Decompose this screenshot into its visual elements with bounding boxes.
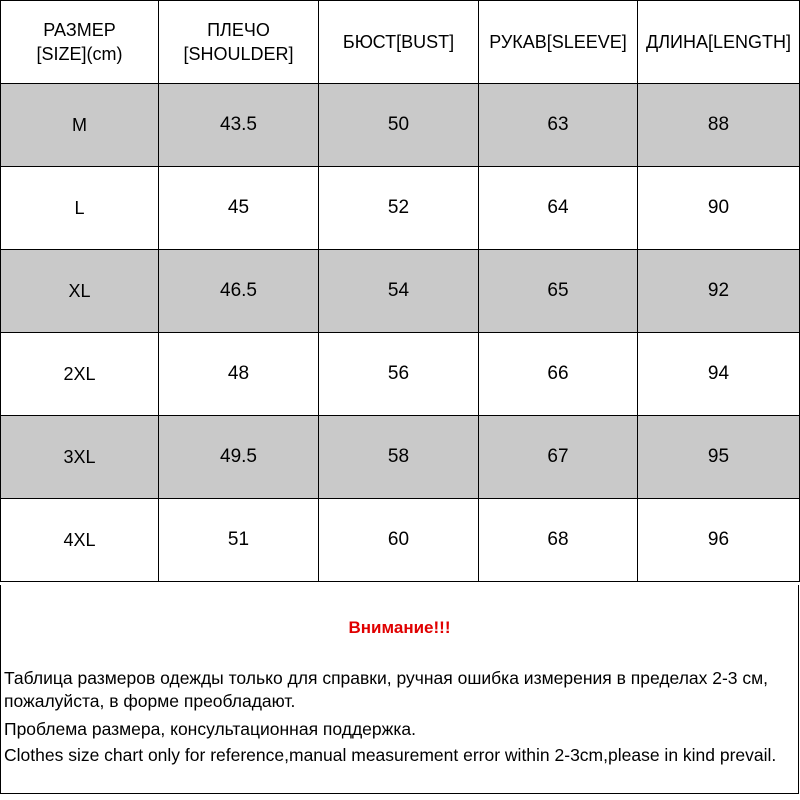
size-cell: XL	[1, 250, 159, 333]
sleeve-cell: 63	[479, 84, 638, 167]
note-support-ru: Проблема размера, консультационная поддержка.	[4, 719, 416, 739]
bust-cell: 58	[319, 416, 479, 499]
column-header-sleeve	[479, 1, 638, 84]
size-cell: M	[1, 84, 159, 167]
header-label: РУКАВ[SLEEVE]	[489, 32, 627, 52]
size-cell: 2XL	[1, 333, 159, 416]
attention-heading: Внимание!!!	[348, 618, 451, 637]
table-row	[1, 167, 800, 250]
shoulder-cell: 51	[159, 499, 319, 582]
bust-cell: 54	[319, 250, 479, 333]
length-cell: 94	[638, 333, 800, 416]
table-row	[1, 499, 800, 582]
length-cell: 95	[638, 416, 800, 499]
column-header-shoulder	[159, 1, 319, 84]
sleeve-cell: 66	[479, 333, 638, 416]
bust-cell: 56	[319, 333, 479, 416]
size-cell: 4XL	[1, 499, 159, 582]
length-cell: 92	[638, 250, 800, 333]
bust-cell: 52	[319, 167, 479, 250]
header-label: РАЗМЕР [SIZE](cm)	[36, 20, 123, 64]
sleeve-cell: 64	[479, 167, 638, 250]
size-cell: 3XL	[1, 416, 159, 499]
table-row	[1, 416, 800, 499]
header-label: ПЛЕЧО [SHOULDER]	[183, 20, 294, 64]
table-row	[1, 250, 800, 333]
bust-cell: 50	[319, 84, 479, 167]
table-row	[1, 84, 800, 167]
notes-panel	[0, 585, 799, 794]
header-label: ДЛИНА[LENGTH]	[646, 32, 791, 52]
sleeve-cell: 67	[479, 416, 638, 499]
column-header-size	[1, 1, 159, 84]
bust-cell: 60	[319, 499, 479, 582]
shoulder-cell: 43.5	[159, 84, 319, 167]
column-header-length	[638, 1, 800, 84]
shoulder-cell: 49.5	[159, 416, 319, 499]
column-header-bust	[319, 1, 479, 84]
note-reference-ru: Таблица размеров одежды только для справки, ручная ошибка измерения в пределах 2-3 см, пожалуйста, в форме преобладают.	[4, 668, 769, 711]
note-reference-en: Clothes size chart only for reference,manual measurement error within 2-3cm,please in kind prevail.	[4, 745, 777, 765]
header-label: БЮСТ[BUST]	[342, 32, 455, 52]
size-cell: L	[1, 167, 159, 250]
length-cell: 96	[638, 499, 800, 582]
length-cell: 90	[638, 167, 800, 250]
shoulder-cell: 48	[159, 333, 319, 416]
sleeve-cell: 68	[479, 499, 638, 582]
length-cell: 88	[638, 84, 800, 167]
sleeve-cell: 65	[479, 250, 638, 333]
table-header-row	[1, 1, 800, 84]
shoulder-cell: 45	[159, 167, 319, 250]
table-row	[1, 333, 800, 416]
shoulder-cell: 46.5	[159, 250, 319, 333]
